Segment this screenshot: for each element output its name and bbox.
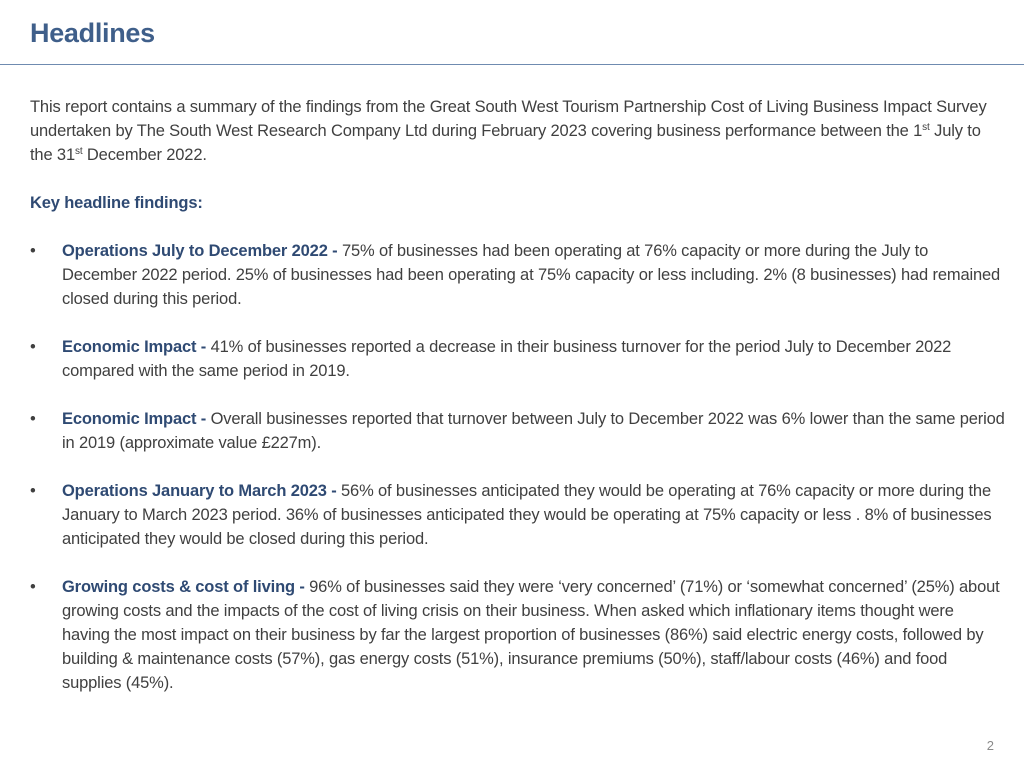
finding-text: 96% of businesses said they were ‘very concerned’ (71%) or ‘somewhat concerned’ (25%) about growing costs and the impacts of the cost of living crisis on their business. When asked which inflationary items thought were having the most impact on their business by far the largest proportion of businesses (86%) said electric energy costs, followed by building & maintenance costs (57%), gas energy costs (51%), insurance premiums (50%), staff/labour costs (46%) and food supplies (45%). — [62, 578, 1000, 692]
findings-list — [30, 239, 1005, 695]
second-date-superscript: st — [74, 146, 83, 157]
finding-economic-impact-turnover — [30, 407, 1005, 455]
intro-text-part-3: December 2022. — [82, 146, 207, 164]
slide-body — [30, 95, 1005, 719]
finding-text: 41% of businesses reported a decrease in their business turnover for the period July to December 2022 compared with the same period in 2019. — [62, 338, 952, 380]
intro-text-part-1: This report contains a summary of the findings from the Great South West Tourism Partnership Cost of Living Business Impact Survey undertaken by The South West Research Company Ltd during February 2023 covering business performance between the 1 — [30, 98, 987, 140]
page-title: Headlines — [30, 18, 155, 48]
finding-title: Economic Impact - — [62, 338, 211, 356]
key-findings-heading: Key headline findings: — [30, 194, 203, 212]
finding-title: Growing costs & cost of living - — [62, 578, 310, 596]
bullet-marker: • — [30, 482, 36, 500]
first-date-superscript: st — [922, 122, 930, 133]
page-number: 2 — [986, 738, 994, 753]
finding-growing-costs — [30, 575, 1005, 695]
intro-paragraph — [30, 95, 1005, 167]
bullet-marker: • — [30, 578, 36, 596]
bullet-marker: • — [30, 410, 36, 428]
finding-text: 75% of businesses had been operating at 76% capacity or more during the July to December 2022 period. 25% of businesses had been operating at 75% capacity or less including. 2% (8 businesses) had remained closed during this period. — [62, 242, 1001, 308]
finding-text: Overall businesses reported that turnover between July to December 2022 was 6% lower than the same period in 2019 (approximate value £227m). — [62, 410, 1005, 452]
bullet-marker: • — [30, 338, 36, 356]
finding-text: 56% of businesses anticipated they would be operating at 76% capacity or more during the January to March 2023 period. 36% of businesses anticipated they would be operating at 75% capacity or less . 8% of businesses anticipated they would be closed during this period. — [62, 482, 992, 548]
finding-operations-jan-mar — [30, 479, 1005, 551]
finding-title: Operations January to March 2023 - — [62, 482, 342, 500]
title-divider — [0, 64, 1024, 65]
bullet-marker: • — [30, 242, 36, 260]
intro-text-part-2: July to the 31 — [30, 122, 981, 164]
finding-economic-impact-decrease — [30, 335, 1005, 383]
finding-operations-jul-dec — [30, 239, 1005, 311]
finding-title: Operations July to December 2022 - — [62, 242, 342, 260]
finding-title: Economic Impact - — [62, 410, 211, 428]
